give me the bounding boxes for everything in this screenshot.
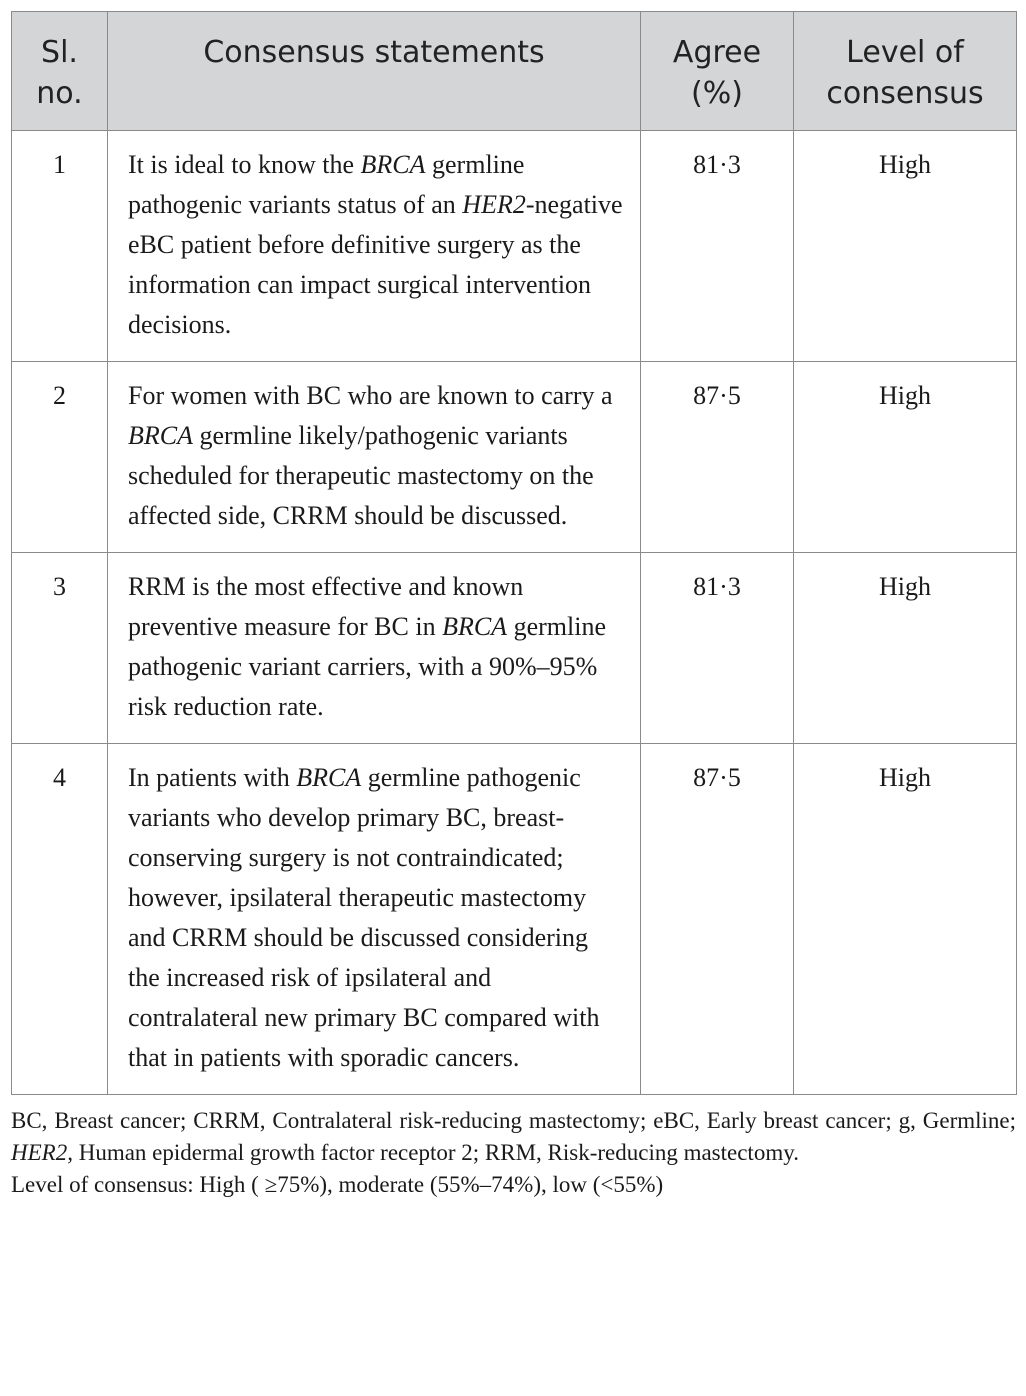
statement-text-part: BRCA bbox=[296, 763, 362, 792]
cell-sl-no: 2 bbox=[12, 362, 108, 553]
header-statement: Consensus statements bbox=[108, 12, 641, 131]
statement-text-part: In patients with bbox=[128, 763, 297, 792]
table-header-row bbox=[12, 12, 1017, 131]
abbreviations-note bbox=[11, 1105, 1016, 1169]
abbreviations-text-part: BC, Breast cancer; CRRM, Contralateral risk-reducing mastectomy; eBC, Early breast cancer; g, Germline; bbox=[11, 1108, 1016, 1133]
table-row bbox=[12, 744, 1017, 1095]
statement-text-part: BRCA bbox=[128, 421, 193, 450]
header-agree: Agree (%) bbox=[641, 12, 794, 131]
header-sl-no: Sl. no. bbox=[12, 12, 108, 131]
table-row bbox=[12, 362, 1017, 553]
header-level: Level of consensus bbox=[794, 12, 1017, 131]
statement-text-part: germline pathogenic variants who develop primary BC, breast-conserving surgery is not contraindicated; however, ipsilateral therapeutic mastectomy and CRRM should be discussed considering the increased risk of ipsilateral and contralateral new primary BC compared with that in patients with sporadic cancers. bbox=[128, 763, 600, 1072]
statement-text-part: -negative eBC patient before definitive surgery as the information can impact surgical intervention decisions. bbox=[128, 190, 623, 339]
cell-agree: 87·5 bbox=[641, 744, 794, 1095]
abbreviations-text-part: Human epidermal growth factor receptor 2; RRM, Risk-reducing mastectomy. bbox=[72, 1140, 799, 1165]
cell-level: High bbox=[794, 553, 1017, 744]
cell-statement bbox=[108, 362, 641, 553]
table-footnotes bbox=[11, 1105, 1016, 1201]
statement-text-part: HER2 bbox=[462, 190, 526, 219]
statement-text-part: It is ideal to know the bbox=[128, 150, 361, 179]
statement-text-part: For women with BC who are known to carry a bbox=[128, 381, 613, 410]
consensus-table bbox=[11, 11, 1017, 1095]
cell-agree: 81·3 bbox=[641, 131, 794, 362]
cell-level: High bbox=[794, 131, 1017, 362]
statement-text-part: BRCA bbox=[360, 150, 426, 179]
statement-text-part: germline likely/pathogenic variants scheduled for therapeutic mastectomy on the affected side, CRRM should be discussed. bbox=[128, 421, 594, 530]
consensus-table-container bbox=[11, 11, 1016, 1201]
statement-text-part: RRM is the most effective and known preventive measure for BC in bbox=[128, 572, 524, 641]
cell-statement bbox=[108, 744, 641, 1095]
statement-text-part: germline pathogenic variant carriers, with a 90%–95% risk reduction rate. bbox=[128, 612, 606, 721]
cell-statement bbox=[108, 131, 641, 362]
statement-text-part: BRCA bbox=[442, 612, 508, 641]
cell-agree: 87·5 bbox=[641, 362, 794, 553]
table-row bbox=[12, 553, 1017, 744]
level-of-consensus-note: Level of consensus: High ( ≥75%), moderate (55%–74%), low (<55%) bbox=[11, 1172, 664, 1197]
cell-level: High bbox=[794, 362, 1017, 553]
cell-level: High bbox=[794, 744, 1017, 1095]
cell-sl-no: 3 bbox=[12, 553, 108, 744]
abbreviations-text-part: HER2, bbox=[11, 1140, 73, 1165]
table-body bbox=[12, 131, 1017, 1095]
table-row bbox=[12, 131, 1017, 362]
cell-sl-no: 4 bbox=[12, 744, 108, 1095]
cell-sl-no: 1 bbox=[12, 131, 108, 362]
cell-statement bbox=[108, 553, 641, 744]
cell-agree: 81·3 bbox=[641, 553, 794, 744]
statement-text-part: germline pathogenic variants status of an bbox=[128, 150, 525, 219]
